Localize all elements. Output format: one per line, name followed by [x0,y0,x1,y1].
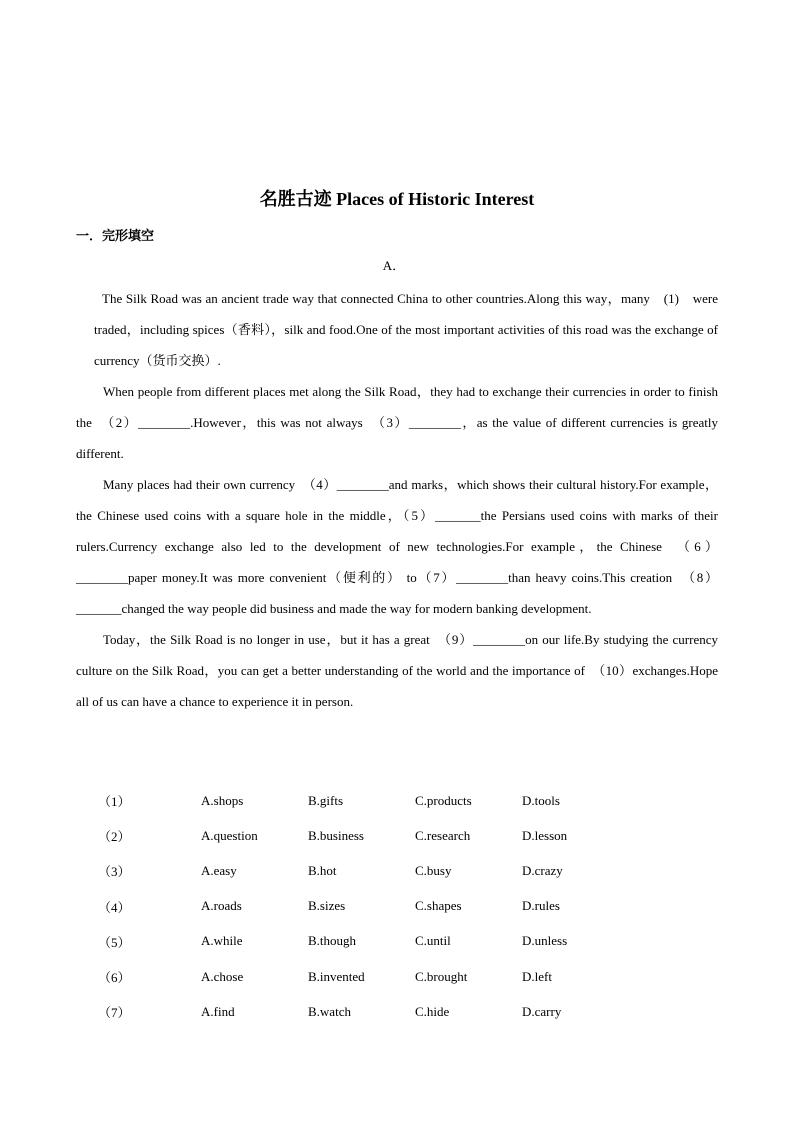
option-a: A.question [201,827,258,843]
passage [76,283,718,717]
paragraph-4: Today，the Silk Road is no longer in use，but it has a great （9）________on our life.By studying the currency culture on the Silk Road，you can get a better understanding of the world and the importance of （10）exchanges.Hope all of us can have a chance to experience it in person. [76,632,718,709]
option-a: A.chose [201,968,244,984]
option-d: D.tools [522,792,560,808]
option-d: D.unless [522,933,568,949]
option-b: B.watch [308,1003,351,1019]
option-a: A.while [201,933,243,949]
paragraph-1: The Silk Road was an ancient trade way that connected China to other countries.Along this way，many (1) were traded，including spices（香料），silk and food.One of the most important activities of this road was the exchange of currency（货币交换）. [94,291,718,368]
option-a: A.easy [201,862,237,878]
option-row [98,818,698,853]
option-b: B.hot [308,862,337,878]
option-c: C.brought [415,968,468,984]
option-row [98,853,698,888]
question-number: （7） [98,1005,131,1021]
paragraph-2: When people from different places met along the Silk Road，they had to exchange their currencies in order to finish the （2）________.However，this was not always （3）________，as the value of different currencies is greatly different. [76,384,718,461]
option-row [98,959,698,994]
option-b: B.invented [308,968,365,984]
option-row [98,889,698,924]
option-c: C.hide [415,1003,450,1019]
option-c: C.shapes [415,898,462,914]
option-c: C.research [415,827,471,843]
option-a: A.roads [201,898,242,914]
page-title: 名胜古迹 Places of Historic Interest [259,189,535,209]
question-number: （2） [98,829,131,845]
section-heading: 一．完形填空 [76,228,155,243]
paragraph-3: Many places had their own currency （4）________and marks，which shows their cultural history.For example，the Chinese used coins with a square hole in the middle，（5）_______the Persians used coins with marks of their rulers.Currency exchange also led to the development of new technologies.For example，the Chinese （6）________paper money.It was more convenient（便利的） to（7）________than heavy coins.This creation （8）_______changed the way people did business and made the way for modern banking development. [76,477,718,616]
option-a: A.find [201,1003,235,1019]
question-number: （1） [98,794,131,810]
option-d: D.lesson [522,827,568,843]
option-c: C.busy [415,862,452,878]
question-number: （4） [98,899,131,915]
option-d: D.crazy [522,862,563,878]
option-row [98,994,698,1029]
question-number: （3） [98,864,131,880]
option-b: B.gifts [308,792,344,808]
question-number: （6） [98,970,131,986]
passage-label: A． [382,258,406,273]
option-d: D.left [522,968,552,984]
option-b: B.though [308,933,357,949]
option-row [98,783,698,818]
option-b: B.sizes [308,898,346,914]
option-row [98,924,698,959]
options-list [98,783,698,1029]
option-a: A.shops [201,792,244,808]
option-c: C.products [415,792,472,808]
question-number: （5） [98,934,131,950]
option-d: D.carry [522,1003,562,1019]
option-d: D.rules [522,898,560,914]
option-c: C.until [415,933,451,949]
option-b: B.business [308,827,364,843]
